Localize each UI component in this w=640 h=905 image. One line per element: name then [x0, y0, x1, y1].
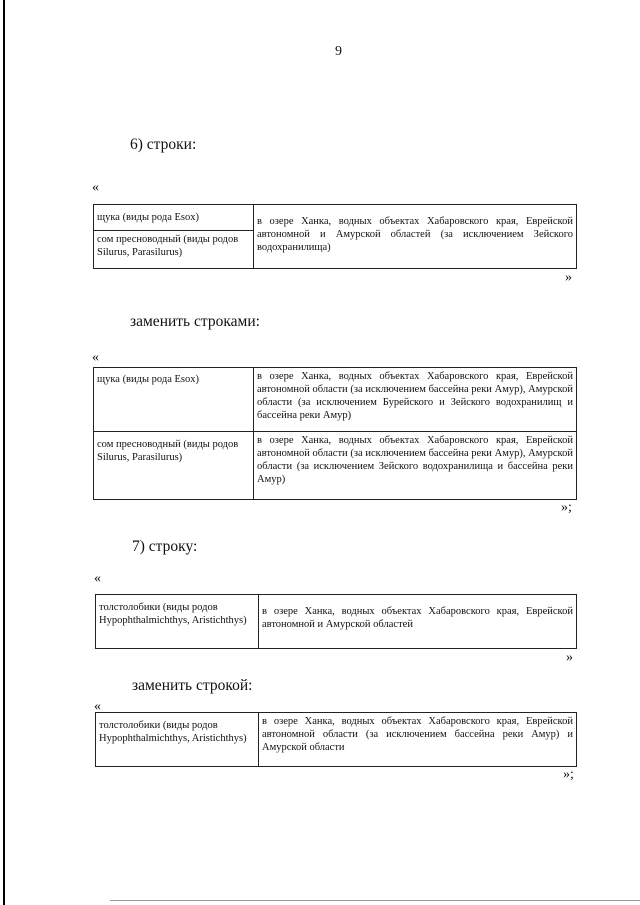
table-cell-area: в озере Ханка, водных объектах Хабаровского края, Еврейской автономной области (за исключением бассейна реки Амур), Амурской области (за исключением Бурейского и Зейского водохранилищ и бассейна реки Амур)	[254, 368, 577, 432]
amendment-table	[95, 594, 577, 649]
section-heading: 7) строку:	[132, 538, 198, 555]
table-cell-area: в озере Ханка, водных объектах Хабаровского края, Еврейской автономной области (за исключением бассейна реки Амур) и Амурской области	[259, 713, 577, 767]
open-quote: «	[94, 571, 101, 586]
open-quote: «	[92, 350, 99, 365]
close-quote: »	[566, 650, 573, 665]
section-heading: 6) строки:	[130, 136, 197, 153]
amendment-table	[93, 204, 577, 269]
section-heading: заменить строкой:	[132, 677, 253, 694]
scan-bottom-line	[110, 900, 640, 901]
open-quote: «	[94, 699, 101, 714]
table-cell-area: в озере Ханка, водных объектах Хабаровского края, Еврейской автономной области (за исключением бассейна реки Амур), Амурской области (за исключением Зейского водохранилища и бассейна реки Амур)	[254, 432, 577, 500]
amendment-table	[95, 712, 577, 767]
close-quote: »;	[561, 500, 572, 515]
open-quote: «	[92, 180, 99, 195]
close-quote: »;	[563, 767, 574, 782]
amendment-table	[93, 367, 577, 500]
table-cell-area: в озере Ханка, водных объектах Хабаровского края, Еврейской автономной и Амурской областей (за исключением Зейского водохранилища)	[254, 205, 577, 269]
table-cell-species: толстолобики (виды родов Hypophthalmichthys, Aristichthys)	[96, 713, 259, 767]
table-cell-species: щука (виды рода Esox)	[94, 205, 254, 231]
table-cell-species: щука (виды рода Esox)	[94, 368, 254, 432]
table-cell-species: толстолобики (виды родов Hypophthalmichthys, Aristichthys)	[96, 595, 259, 649]
section-heading: заменить строками:	[130, 313, 260, 330]
table-cell-area: в озере Ханка, водных объектах Хабаровского края, Еврейской автономной и Амурской областей	[259, 595, 577, 649]
table-cell-species: сом пресноводный (виды родов Silurus, Parasilurus)	[94, 231, 254, 269]
scan-edge-line	[3, 0, 5, 905]
table-cell-species: сом пресноводный (виды родов Silurus, Parasilurus)	[94, 432, 254, 500]
page-number: 9	[335, 44, 342, 59]
close-quote: »	[565, 270, 572, 285]
